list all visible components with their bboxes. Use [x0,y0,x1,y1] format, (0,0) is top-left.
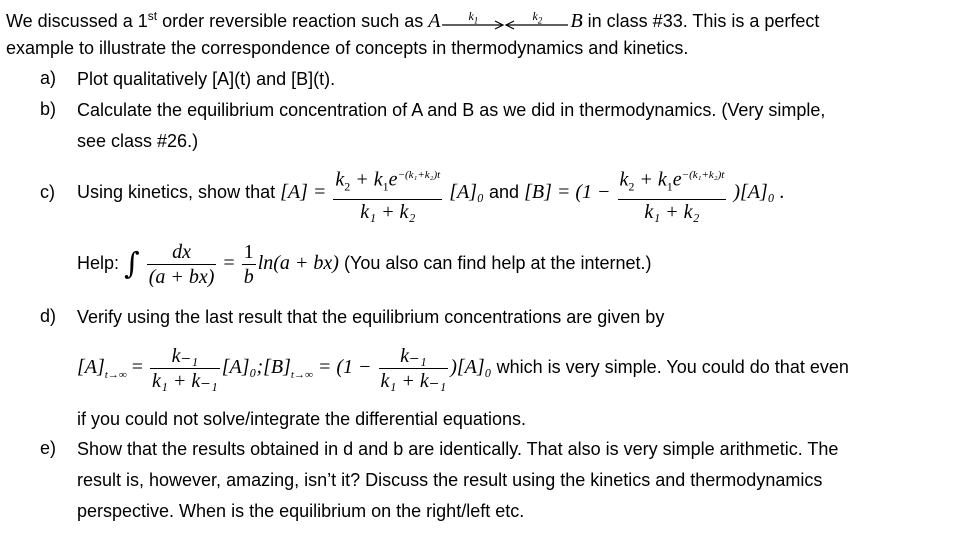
c-lhs-b: [B] = (1 − [524,181,611,203]
intro-text-1: We discussed a 1 [6,11,148,31]
item-e-text-3: perspective. When is the equilibrium on the right/left etc. [77,501,525,521]
item-e-text-2: result is, however, amazing, isn’t it? Discuss the result using the kinetics and thermodynamics [77,470,823,490]
d-fraction-a-numerator: k₋₁ [150,344,220,369]
d-tail-text: which is very simple. You could do that even [496,357,849,377]
intro-line-2: example to illustrate the correspondence of concepts in thermodynamics and kinetics. [6,38,689,58]
item-c-equation [77,157,785,227]
equilibrium-arrows-icon [440,11,570,33]
help-line [77,232,652,294]
c-fraction-b [618,163,727,224]
c-fraction-b-denominator: k₁ + k₂ [644,200,700,223]
c-fraction-b-numerator: $k_2 + k_1e^{-(k_1+k_2)t}$ [618,163,727,200]
c-lhs-a: [A] = [280,181,327,203]
item-d-text: Verify using the last result that the equilibrium concentrations are given by [77,307,665,327]
item-e-text-1: Show that the results obtained in d and b are identically. That also is very simple arithmetic. The [77,439,839,459]
intro-line-1 [6,5,819,33]
c-and: and [489,182,520,202]
c-fraction-a [333,163,442,224]
d-tail: )[A]₀ [450,356,492,378]
help-one: 1 [243,240,254,263]
rate-k1: $k_1$ [468,9,479,26]
d-fraction-a [150,344,220,393]
species-b: B [570,10,583,32]
d-mid: $[A]_0;[B]_{t\to\infty}$ [221,356,313,381]
reaction-arrows [440,11,570,33]
intro-sup: st [147,9,158,23]
item-c-text: Using kinetics, show that [77,182,276,202]
help-label: Help: [77,253,120,273]
d-equals-2: = (1 − [317,356,372,378]
c-fraction-a-numerator: $k_2 + k_1e^{-(k_1+k_2)t}$ [333,163,442,200]
item-a-text: Plot qualitatively [A](t) and [B](t). [77,69,336,89]
help-text: (You also can find help at the internet.) [343,253,652,273]
item-d-text-3: if you could not solve/integrate the differential equations. [77,409,526,429]
help-ln: ln(a + bx) [257,252,339,274]
c-tail-b: )[A]₀ . [733,181,785,203]
item-c-label: c) [40,182,55,202]
integral-sign-icon: ∫ [124,246,140,282]
d-fraction-a-denominator: k₁ + k₋₁ [152,369,218,392]
item-b-text-2: see class #26.) [77,131,199,151]
c-fraction-a-denominator: k₁ + k₂ [360,200,416,223]
d-equals: = [131,356,143,378]
item-d-equation [77,336,849,398]
item-e-label: e) [40,438,57,458]
help-denominator: (a + bx) [148,265,215,288]
help-equals: = [223,252,235,274]
d-fraction-b [379,344,449,393]
item-b-label: b) [40,99,57,119]
d-fraction-b-denominator: k₁ + k₋₁ [380,369,447,392]
intro-text-3: in class #33. This is a perfect [582,11,820,31]
d-fraction-b-numerator: k₋₁ [379,344,449,369]
intro-text-2: order reversible reaction such as [157,11,429,31]
help-one-over-b [242,240,256,289]
help-numerator: dx [147,240,217,265]
c-tail-a: [A]₀ [449,181,484,203]
help-fraction [147,240,217,289]
species-a: A [428,10,441,32]
item-a-label: a) [40,68,57,88]
d-lhs-a: $[A]_{t\to\infty}$ [77,356,127,381]
item-b-text-1: Calculate the equilibrium concentration of A and B as we did in thermodynamics. (Very simple, [77,100,826,120]
item-d-label: d) [40,306,57,326]
help-b: b [243,265,254,288]
rate-k2: $k_2$ [532,9,543,26]
